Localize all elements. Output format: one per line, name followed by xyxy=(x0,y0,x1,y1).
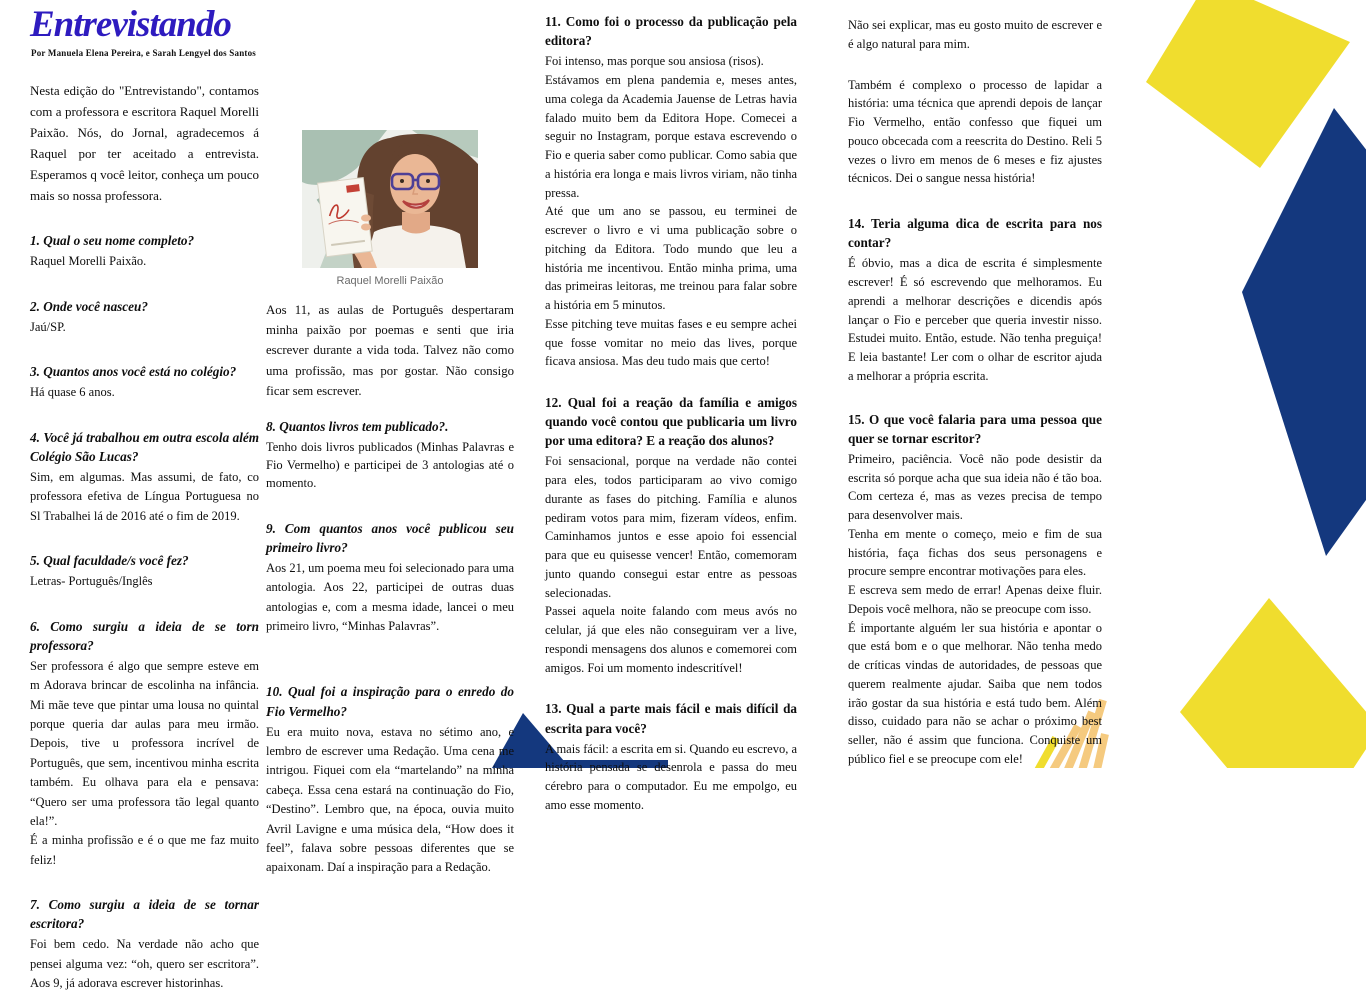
answer-13: A mais fácil: a escrita em si. Quando eu escrevo, a história pensada se desenrola e passa do meu cérebro para o computador. Eu me empolgo, eu amo esse momento. xyxy=(545,741,797,812)
qa-item-14 xyxy=(848,214,1102,386)
qa-item-9 xyxy=(266,519,514,637)
qa-item-3 xyxy=(30,362,259,403)
answer-15-p1: Primeiro, paciência. Você não pode desistir da escrita só porque acha que sua ideia não é tão boa. Com certeza é, mas as vezes precisa de tempo para desenvolver mais. xyxy=(848,451,1102,523)
interviewee-photo-figure xyxy=(302,130,478,287)
column-2 xyxy=(266,0,514,878)
qa-item-1 xyxy=(30,231,259,272)
answer-7: Foi bem cedo. Na verdade não acho que pensei alguma vez: “oh, quero ser escritora”. Aos 9, já adorava escrever historinhas. xyxy=(30,937,259,991)
answer-11-p4: Esse pitching teve muitas fases e eu sempre achei que fosse vomitar no meio das lives, porque ficava ansiosa. Mas deu tudo mais que certo! xyxy=(545,316,797,369)
question-4: 4. Você já trabalhou em outra escola além Colégio São Lucas? xyxy=(30,429,259,464)
question-3: 3. Quantos anos você está no colégio? xyxy=(30,364,237,380)
answer-5: Letras- Português/Inglês xyxy=(30,574,153,589)
intro-paragraph: Nesta edição do "Entrevistando", contamos com a professora e escritora Raquel Morelli Paixão. Nós, do Jornal, agradecemos á Raquel por ter aceitado a entrevista. Esperamos q você leitor, conheça um pouco mais so nossa professora. xyxy=(30,82,259,204)
column-4-lead-p1: Não sei explicar, mas eu gosto muito de escrever e é algo natural para mim. xyxy=(848,18,1102,51)
answer-11-p1: Foi intenso, mas porque sou ansiosa (risos). xyxy=(545,54,764,69)
qa-item-15 xyxy=(848,410,1102,769)
question-5: 5. Qual faculdade/s você fez? xyxy=(30,553,189,569)
answer-15-p4: É importante alguém ler sua história e apontar o que está bom e o que melhorar. Não tenha medo de críticas vindas de autoridades, de pessoas que querem realmente ajudar. Saiba que nem todos irão gostar da sua história e está tudo bem. Além disso, cuidado para não se achar o próximo best seller, não é assim que funciona. Conquiste um público fiel e se preocupe com ele! xyxy=(848,620,1102,766)
portrait-illustration-icon xyxy=(302,130,478,268)
answer-11-p3: Até que um ano se passou, eu terminei de escrever o livro e vi uma publicação sobre o pitching da Editora. Todo mundo que leu a história me incentivou. Então minha prima, uma das primeiras leitoras, me treinou para falar sobre a história em 5 minutos. xyxy=(545,204,797,313)
qa-item-7 xyxy=(30,895,259,993)
question-9: 9. Com quantos anos você publicou seu primeiro livro? xyxy=(266,520,514,555)
answer-12-p1: Foi sensacional, porque na verdade não contei para eles, todos participaram ao vivo comigo durante as fases do pitching. Família e alunos pediram votos para mim, fizeram vídeos, enfim. Caminhamos juntos e esse apoio foi essencial para que eu quisesse vencer! Então, comemoram junto quando consegui estar entre as pessoas selecionadas. xyxy=(545,454,797,600)
answer-3: Há quase 6 anos. xyxy=(30,385,115,400)
question-15: 15. O que você falaria para uma pessoa que quer se tornar escritor? xyxy=(848,411,1102,446)
qa-item-13 xyxy=(545,699,797,814)
interviewee-photo xyxy=(302,130,478,268)
byline: Por Manuela Elena Pereira, e Sarah Lengyel dos Santos xyxy=(31,47,257,58)
question-2: 2. Onde você nasceu? xyxy=(30,298,148,314)
answer-6-p2: É a minha profissão e é o que me faz muito feliz! xyxy=(30,833,259,867)
page-title: Entrevistando xyxy=(30,4,231,45)
answer-9: Aos 21, um poema meu foi selecionado para uma antologia. Aos 22, participei de outras duas antologias e, com a mesma idade, lancei o meu primeiro livro, “Minhas Palavras”. xyxy=(266,560,514,634)
question-7: 7. Como surgiu a ideia de se tornar escritora? xyxy=(30,897,259,932)
question-1: 1. Qual o seu nome completo? xyxy=(30,233,195,249)
qa-item-6 xyxy=(30,617,259,870)
question-6: 6. Como surgiu a ideia de se torn professora? xyxy=(30,618,259,653)
yellow-diamond-bottom-icon xyxy=(1180,598,1366,768)
column-2-lead-paragraph: Aos 11, as aulas de Português despertaram minha paixão por poemas e senti que iria escrever durante a vida toda. Talvez não como uma profissão, mas por gostar. Não consigo ficar sem escrever. xyxy=(266,303,514,398)
column-4-lead-p2: Também é complexo o processo de lapidar a história: uma técnica que aprendi depois de lançar Fio Vermelho, então confesso que fiquei um pouco obcecada com a reescrita do Destino. Reli 5 vezes o livro em menos de 6 meses e fiz ajustes técnicos. Dei o sangue nessa história! xyxy=(848,77,1102,186)
qa-item-4 xyxy=(30,428,259,526)
question-8: 8. Quantos livros tem publicado?. xyxy=(266,419,449,435)
question-13: 13. Qual a parte mais fácil e mais difícil da escrita para você? xyxy=(545,701,797,736)
answer-14: É óbvio, mas a dica de escrita é simplesmente escrever! É só escrevendo que melhoramos. Eu aprendi a melhorar descrições e dicendis após lançar o Fio e perceber que queria investir nisso. Estudei muito. Então, estude. Não tenha preguiça! E leia bastante! Ler com o olhar de escritor ajuda a melhorar a própria escrita. xyxy=(848,256,1102,383)
qa-item-12 xyxy=(545,393,797,677)
question-14: 14. Teria alguma dica de escrita para nos contar? xyxy=(848,216,1102,251)
answer-1: Raquel Morelli Paixão. xyxy=(30,254,147,269)
question-11: 11. Como foi o processo da publicação pela editora? xyxy=(545,14,797,49)
answer-15-p3: E escreva sem medo de errar! Apenas deixe fluir. Depois você melhora, não se preocupe com isso. xyxy=(848,583,1102,616)
answer-15-p2: Tenha em mente o começo, meio e fim de sua história, faça fichas dos seus personagens e procure sempre encontrar motivações para eles. xyxy=(848,526,1102,579)
photo-caption: Raquel Morelli Paixão xyxy=(336,275,444,287)
answer-10: Eu era muito nova, estava no sétimo ano, e lembro de escrever uma Redação. Uma cena me intrigou. Fiquei com ela “martelando” na minha cabeça. Essa cena estará na continuação do Fio, “Destino”. Lembro que, na época, ouvia muito Avril Lavigne e uma música dela, “How does it feel”, falava sobre pessoas diferentes que se apaixonam. Daí a inspiração para a Redação. xyxy=(266,724,514,875)
column-1 xyxy=(30,0,259,993)
question-10: 10. Qual foi a inspiração para o enredo do Fio Vermelho? xyxy=(266,684,514,719)
qa-item-11 xyxy=(545,12,797,371)
answer-12-p2: Passei aquela noite falando com meus avós no celular, já que eles não conseguiram ver a live, respondi mensagens dos alunos e comemorei com amigos. Foi um momento indescritível! xyxy=(545,604,797,675)
answer-11-p2: Estávamos em plena pandemia e, meses antes, uma colega da Academia Jauense de Letras havia falado muito bem da Editora Hope. Comecei a seguir no Instagram, porque estava escrevendo o Fio e queria saber como publicar. Como sabia que a história era longa e mais livros viriam, não tinha pressa. xyxy=(545,73,797,200)
column-4 xyxy=(848,0,1102,769)
question-12: 12. Qual foi a reação da família e amigos quando você contou que publicaria um livro por uma editora? E a reação dos alunos? xyxy=(545,395,797,449)
qa-item-8 xyxy=(266,417,514,493)
qa-item-5 xyxy=(30,551,259,592)
answer-6-p1: Ser professora é algo que sempre esteve em m Adorava brincar de escolinha na infância. Mi mãe teve que pintar uma lousa no quintal porque queria dar aulas para meu irmão. Depois, tive u professora incrível de Português, que sem, incentivou minha escrita também. Eu olhava para ela e pensava: “Quero ser uma professora tão legal quanto ela!”. xyxy=(30,658,259,828)
qa-item-10 xyxy=(266,682,514,877)
navy-diamond-right-icon xyxy=(1242,108,1366,556)
answer-2: Jaú/SP. xyxy=(30,319,66,334)
qa-item-2 xyxy=(30,297,259,338)
answer-8: Tenho dois livros publicados (Minhas Palavras e Fio Vermelho) e participei de 3 antologias até o momento. xyxy=(266,440,514,491)
answer-4: Sim, em algumas. Mas assumi, de fato, co professora efetiva de Língua Portuguesa no Sl Trabalhei lá de 2016 até o fim de 2019. xyxy=(30,469,259,523)
column-3 xyxy=(545,0,797,815)
